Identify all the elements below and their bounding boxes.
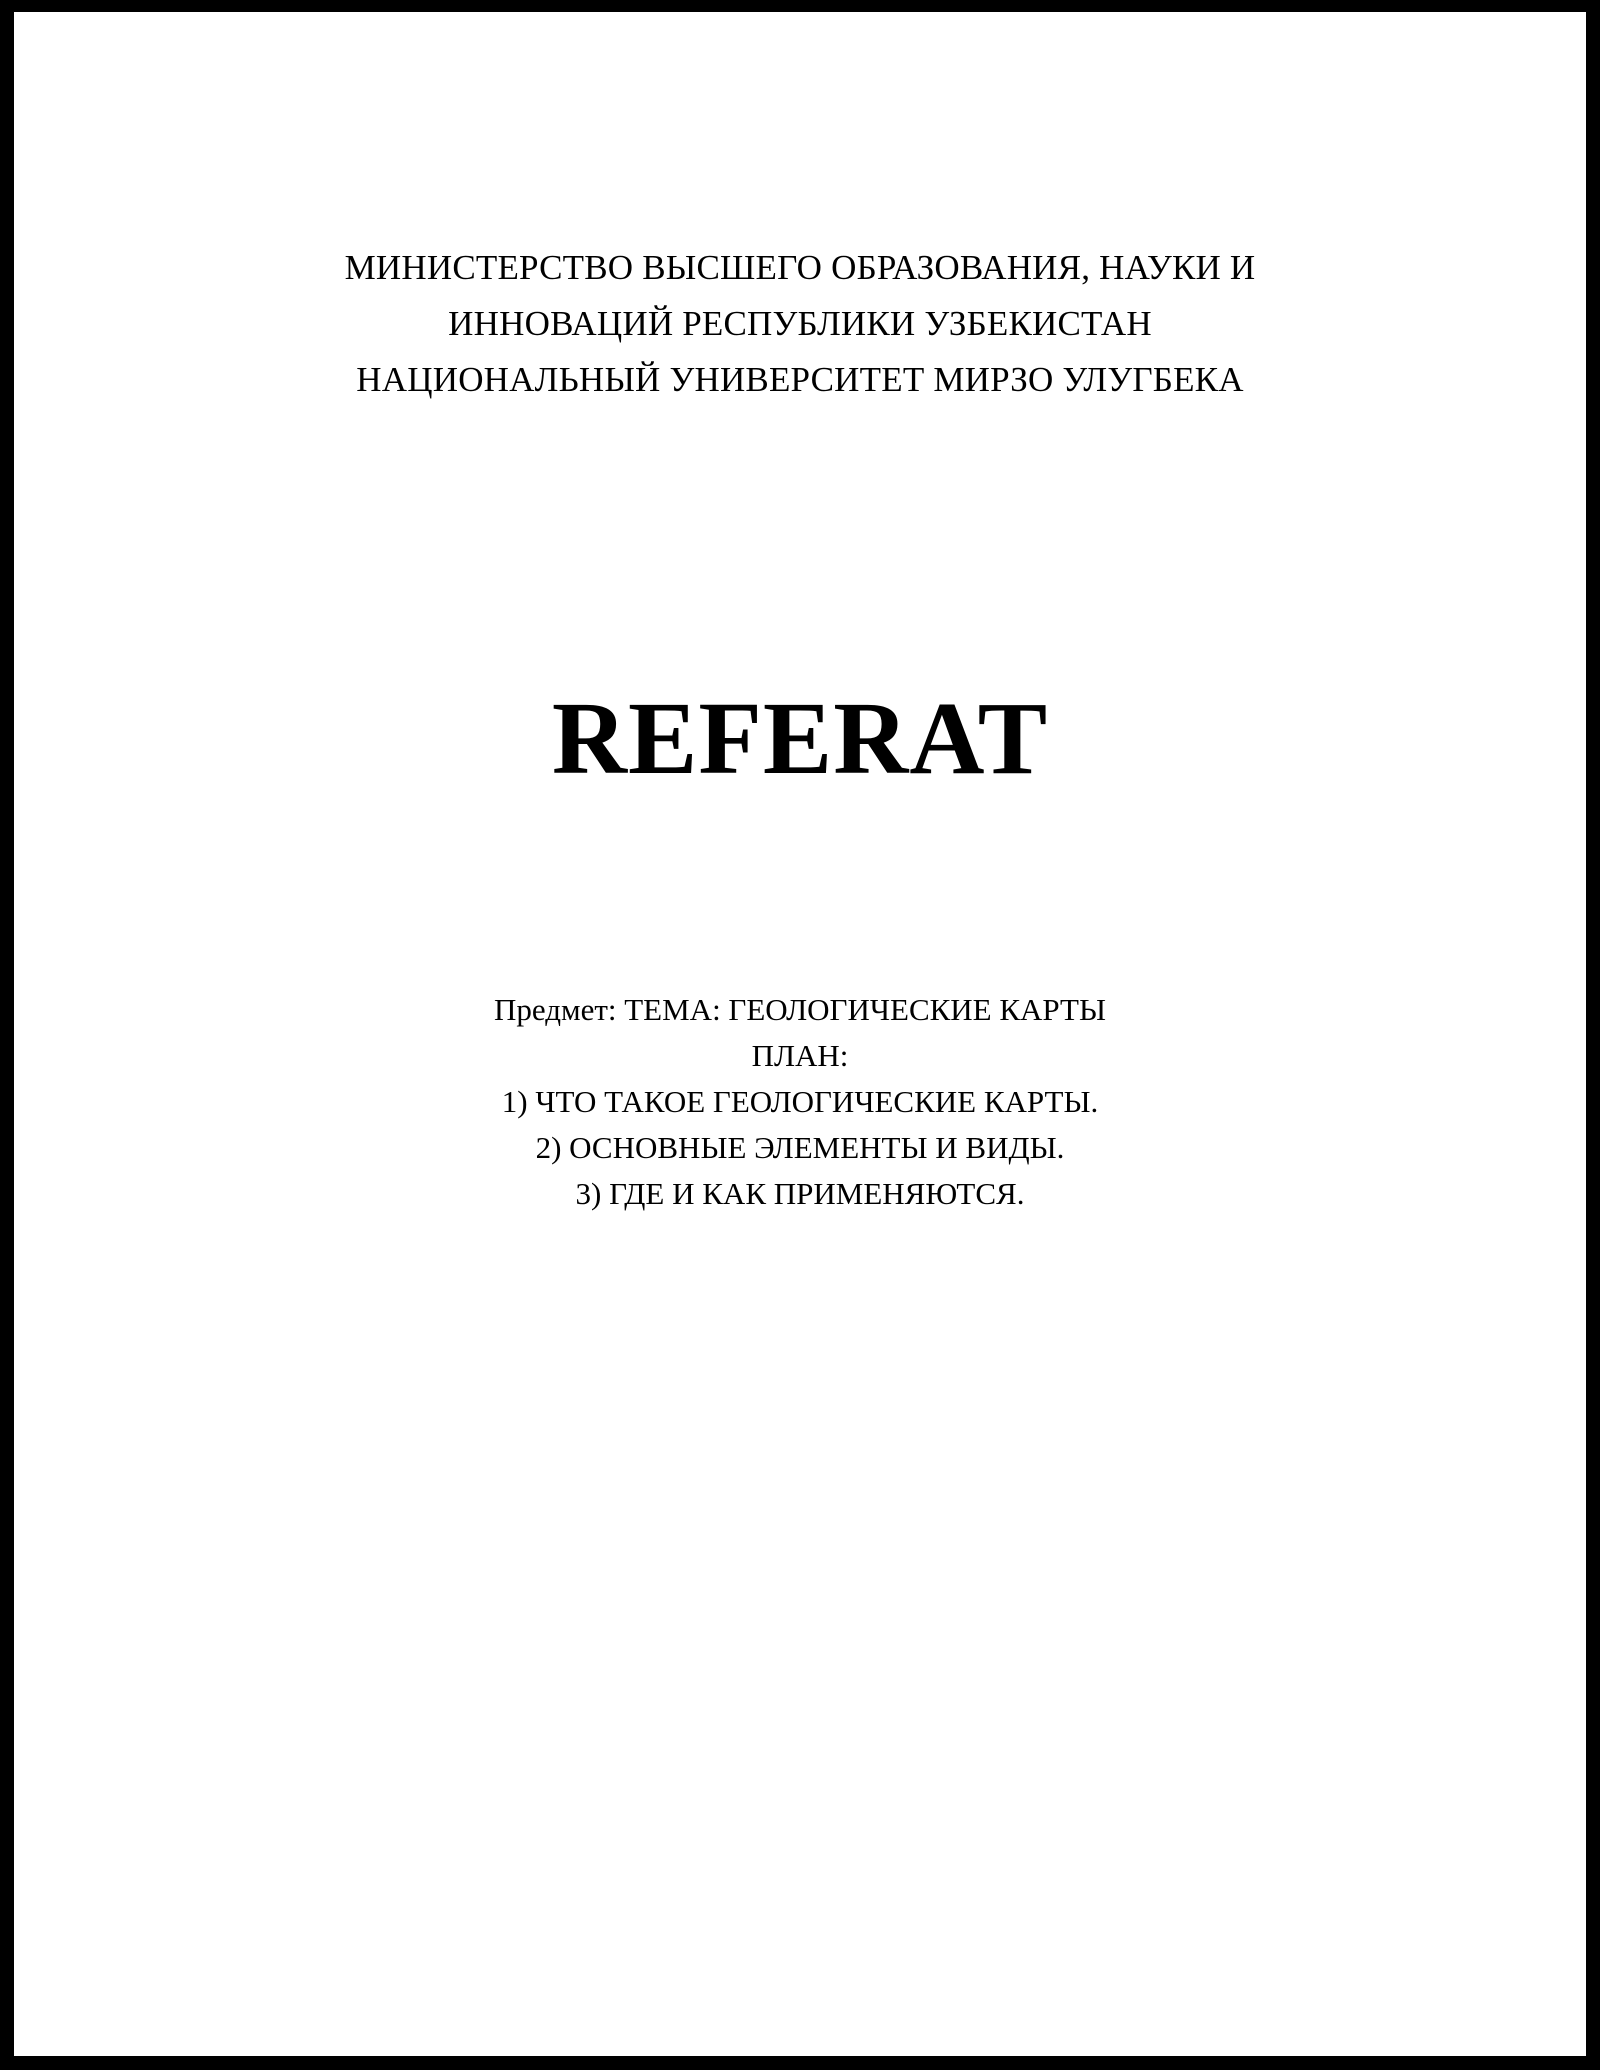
institution-line-1: МИНИСТЕРСТВО ВЫСШЕГО ОБРАЗОВАНИЯ, НАУКИ И [344,248,1256,287]
document-page [14,12,1586,2056]
page-title: REFERAT [551,681,1049,796]
plan-item-1: 1) ЧТО ТАКОЕ ГЕОЛОГИЧЕСКИЕ КАРТЫ. [501,1084,1099,1119]
plan-item-3: 3) ГДЕ И КАК ПРИМЕНЯЮТСЯ. [575,1176,1025,1211]
plan-item-2: 2) ОСНОВНЫЕ ЭЛЕМЕНТЫ И ВИДЫ. [535,1130,1065,1165]
plan-section [14,987,1586,1217]
institution-line-2: ИННОВАЦИЙ РЕСПУБЛИКИ УЗБЕКИСТАН [448,304,1152,343]
plan-label: ПЛАН: [751,1038,849,1073]
institution-header [14,240,1586,408]
institution-line-3: НАЦИОНАЛЬНЫЙ УНИВЕРСИТЕТ МИРЗО УЛУГБЕКА [356,360,1244,399]
subject-line: Предмет: ТЕМА: ГЕОЛОГИЧЕСКИЕ КАРТЫ [493,992,1107,1027]
